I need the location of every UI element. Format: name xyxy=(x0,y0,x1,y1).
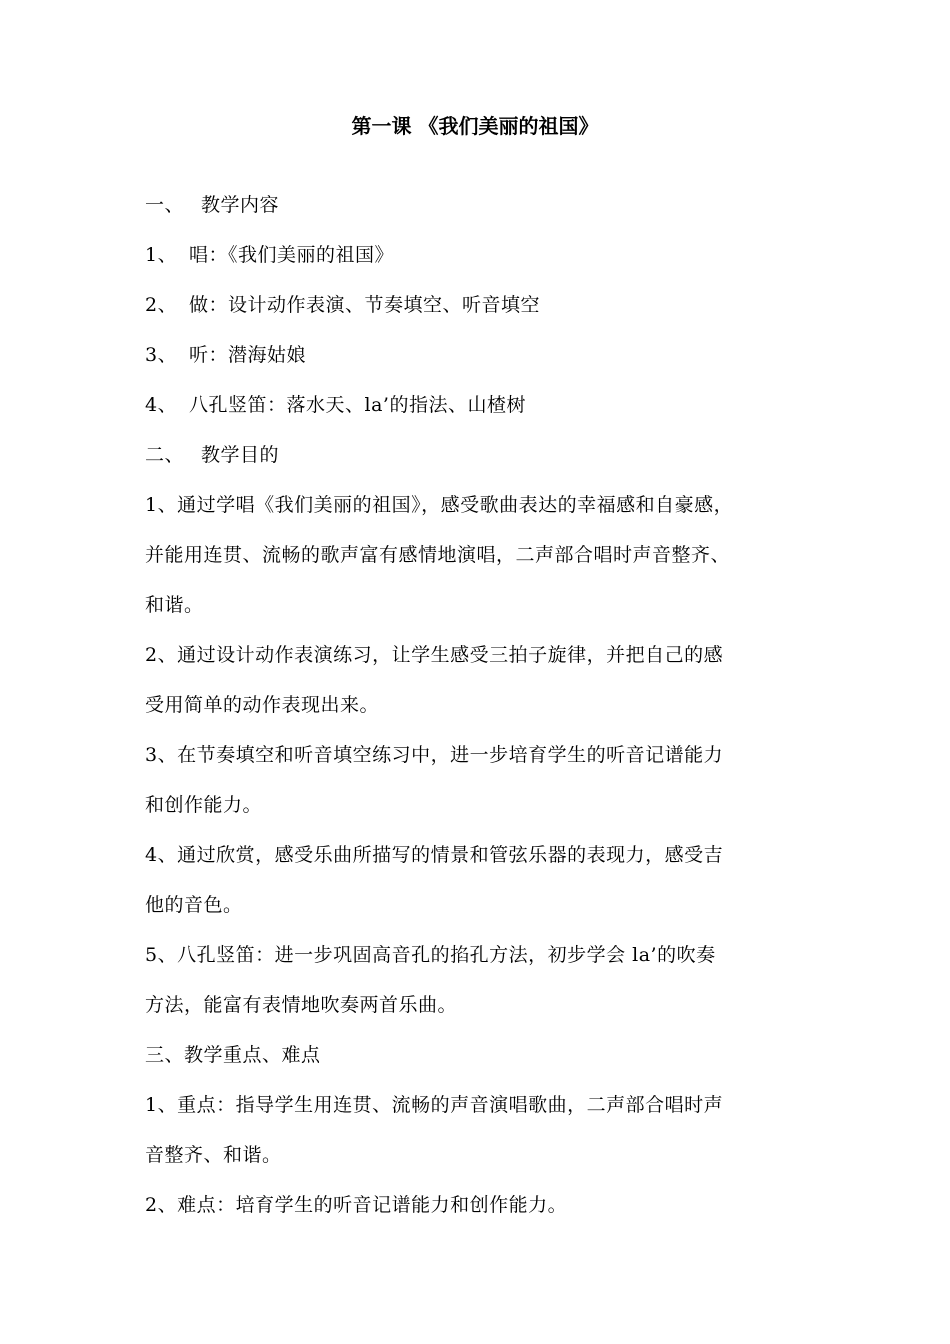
section-heading-text: 教学目的 xyxy=(201,444,280,466)
section-number: 二、 xyxy=(145,444,185,466)
content-item xyxy=(145,380,835,430)
paragraph-line: 3、在节奏填空和听音填空练习中，进一步培育学生的听音记谱能力 xyxy=(145,744,724,766)
paragraph-line: 5、八孔竖笛：进一步巩固高音孔的掐孔方法，初步学会 la’的吹奏 xyxy=(145,944,716,966)
paragraph-line: 1、通过学唱《我们美丽的祖国》，感受歌曲表达的幸福感和自豪感， xyxy=(145,494,734,516)
paragraph-line: 并能用连贯、流畅的歌声富有感情地演唱，二声部合唱时声音整齐、 xyxy=(145,544,731,566)
section-heading-objectives xyxy=(145,430,835,480)
lesson-title: 第一课 《我们美丽的祖国》 xyxy=(351,114,599,138)
section-heading-content xyxy=(145,180,835,230)
paragraph-line: 2、难点：培育学生的听音记谱能力和创作能力。 xyxy=(145,1194,568,1216)
paragraph-line: 方法，能富有表情地吹奏两首乐曲。 xyxy=(145,994,458,1016)
content-item xyxy=(145,280,835,330)
document-body xyxy=(145,180,835,1230)
paragraph-line: 受用简单的动作表现出来。 xyxy=(145,694,380,716)
paragraph-line: 他的音色。 xyxy=(145,894,243,916)
section-heading-key-points: 三、教学重点、难点 xyxy=(145,1044,321,1066)
item-number: 3、 xyxy=(145,344,178,366)
item-number: 4、 xyxy=(145,394,178,416)
paragraph-line: 4、通过欣赏，感受乐曲所描写的情景和管弦乐器的表现力，感受吉 xyxy=(145,844,724,866)
content-item xyxy=(145,230,835,280)
paragraph-line: 和创作能力。 xyxy=(145,794,263,816)
item-text: 听：潜海姑娘 xyxy=(189,344,307,366)
paragraph-line: 和谐。 xyxy=(145,594,204,616)
section-heading-text: 教学内容 xyxy=(201,194,280,216)
item-text: 做：设计动作表演、节奏填空、听音填空 xyxy=(189,294,541,316)
content-item xyxy=(145,330,835,380)
paragraph-line: 2、通过设计动作表演练习，让学生感受三拍子旋律，并把自己的感 xyxy=(145,644,724,666)
section-number: 一、 xyxy=(145,194,185,216)
item-text: 唱：《我们美丽的祖国》 xyxy=(189,244,395,266)
item-number: 1、 xyxy=(145,244,178,266)
paragraph-line: 1、重点：指导学生用连贯、流畅的声音演唱歌曲，二声部合唱时声 xyxy=(145,1094,724,1116)
item-number: 2、 xyxy=(145,294,178,316)
paragraph-line: 音整齐、和谐。 xyxy=(145,1144,282,1166)
item-text: 八孔竖笛：落水天、la’的指法、山楂树 xyxy=(189,394,526,416)
